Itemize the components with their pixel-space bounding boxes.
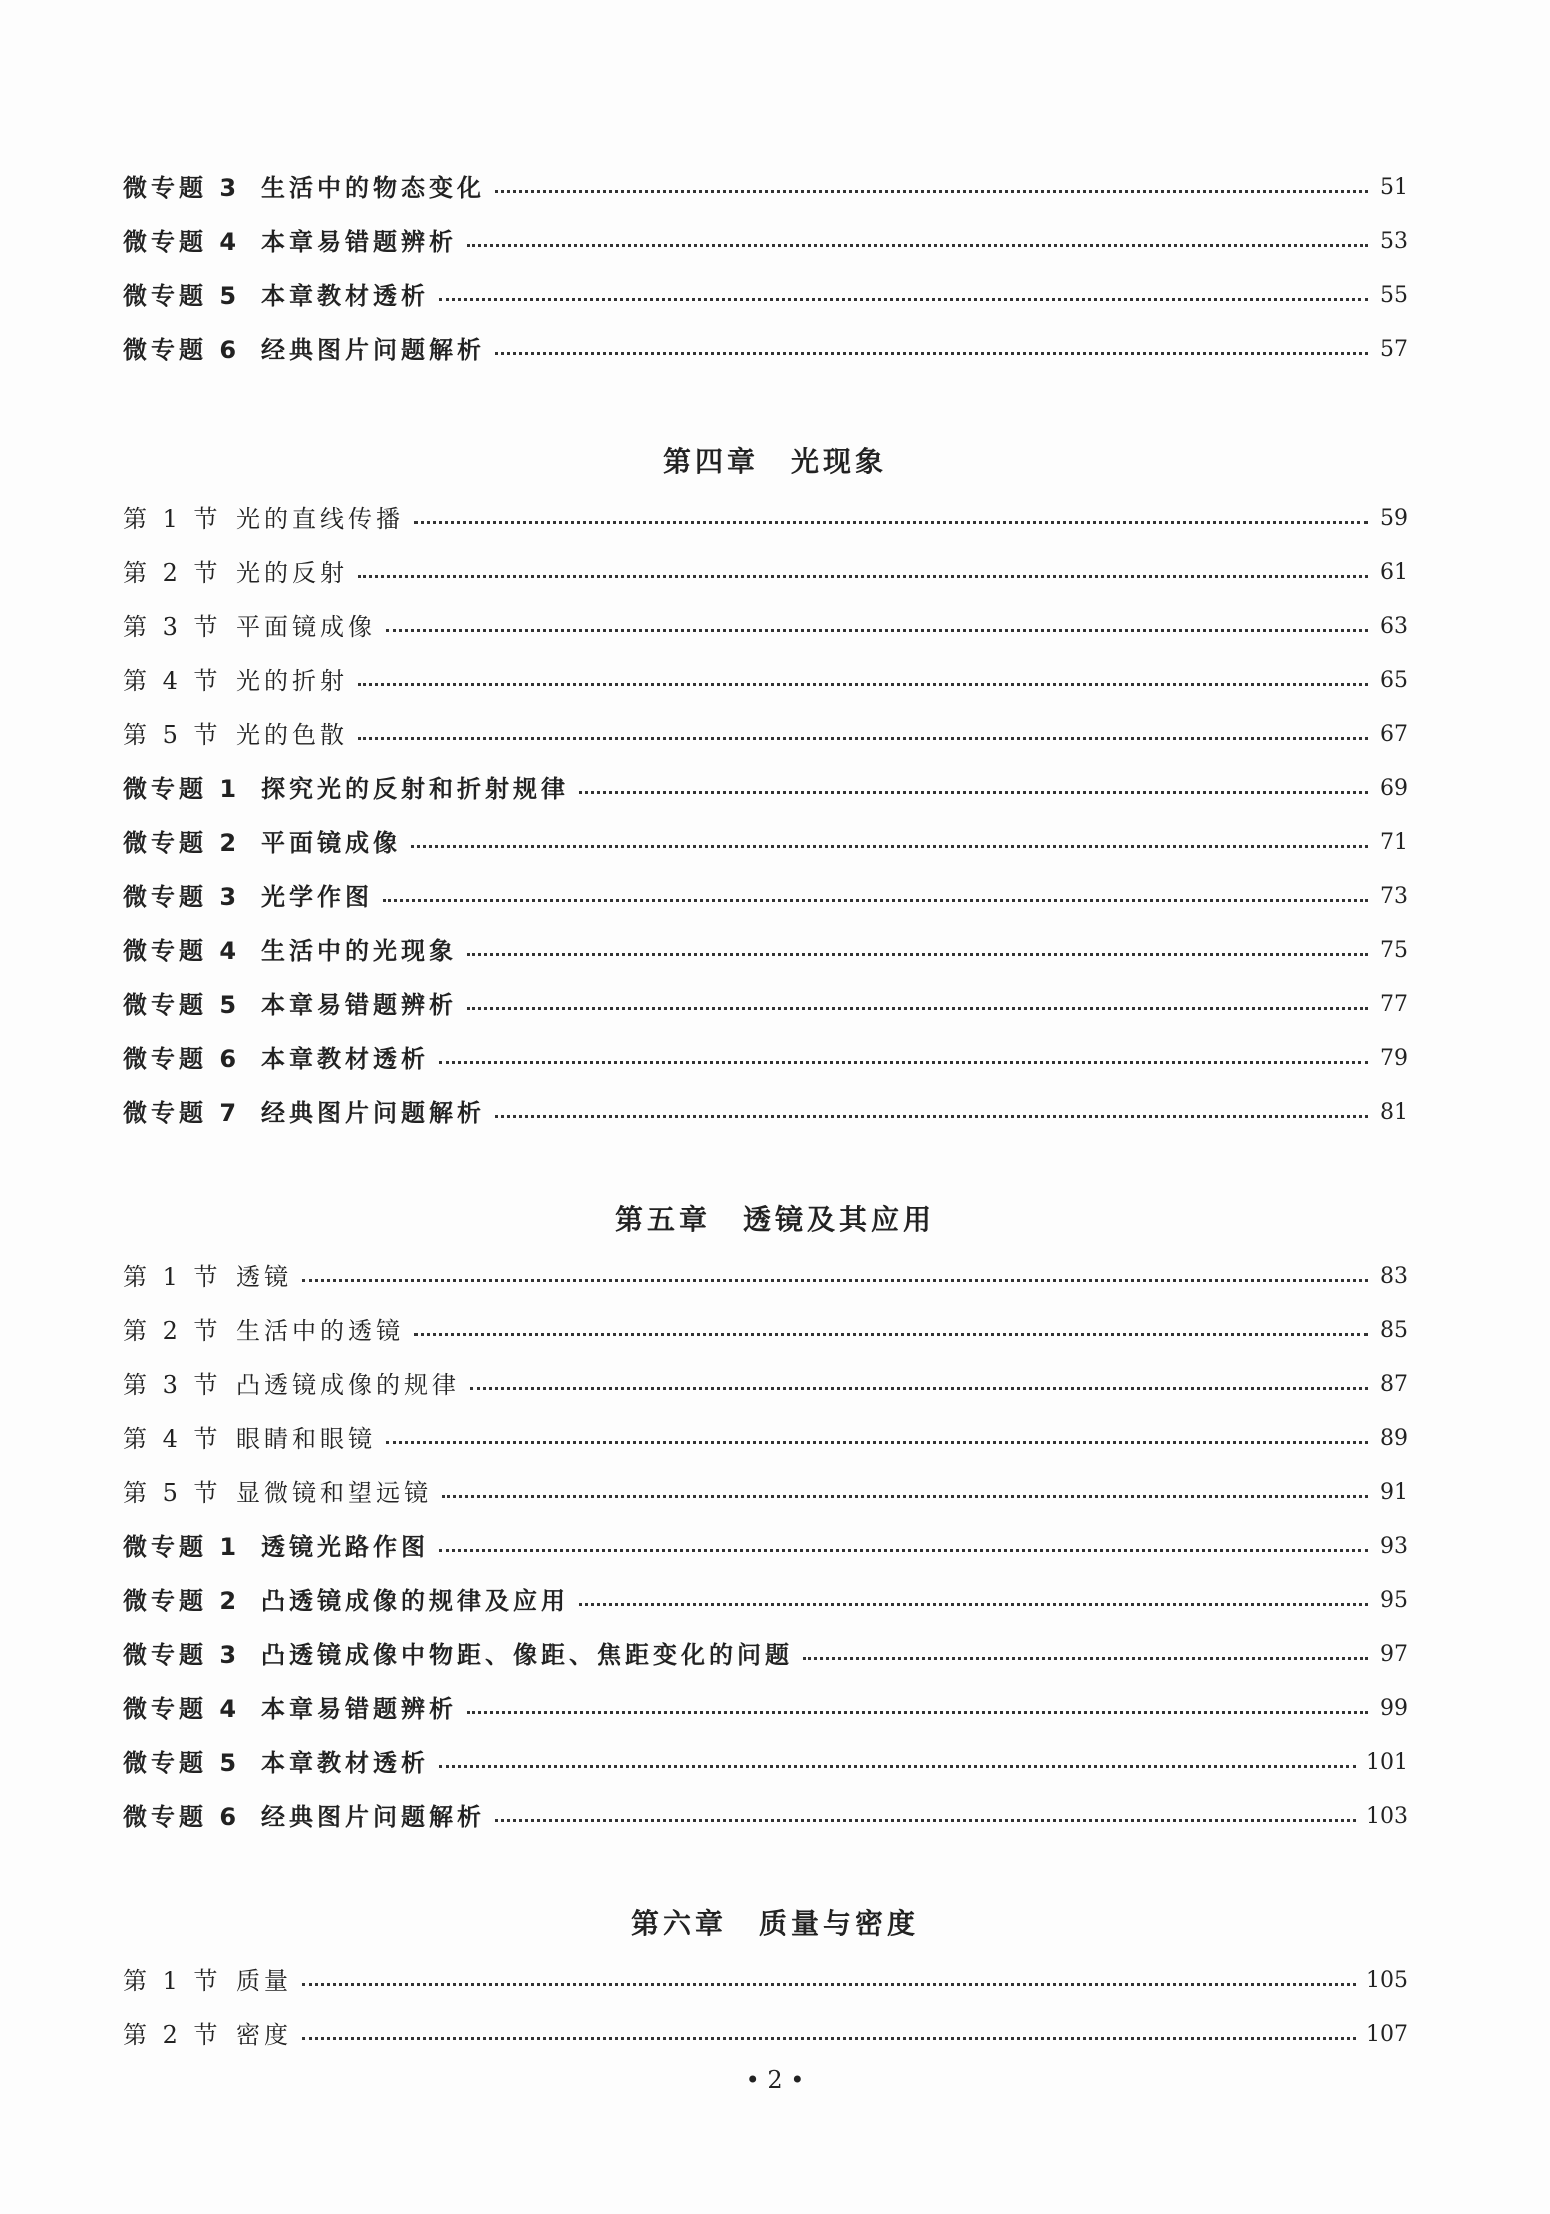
entry-number: 微专题 4 — [123, 937, 241, 965]
entry-page: 73 — [1380, 884, 1408, 909]
toc-entry[interactable] — [123, 1039, 1408, 1079]
toc-entry[interactable] — [123, 1961, 1408, 2001]
toc-entry[interactable] — [123, 1419, 1408, 1459]
dot-leader — [302, 1279, 1368, 1282]
toc-entry[interactable] — [123, 1689, 1408, 1729]
entry-number: 第 4 节 — [123, 667, 222, 695]
chapter-number: 第六章 — [630, 1907, 727, 1940]
entry-number: 微专题 3 — [123, 883, 241, 911]
entry-title: 生活中的光现象 — [261, 937, 457, 965]
entry-number: 第 1 节 — [123, 1263, 222, 1291]
toc-entry[interactable] — [123, 276, 1408, 316]
dot-leader — [579, 1603, 1368, 1606]
entry-page: 105 — [1366, 1968, 1408, 1993]
dot-leader — [495, 190, 1368, 193]
entry-page: 87 — [1380, 1372, 1408, 1397]
toc-entry[interactable] — [123, 985, 1408, 1025]
entry-title: 凸透镜成像的规律及应用 — [261, 1587, 569, 1615]
dot-leader — [386, 629, 1368, 632]
entry-number: 微专题 7 — [123, 1099, 241, 1127]
entry-page: 69 — [1380, 776, 1408, 801]
toc-entry[interactable] — [123, 1473, 1408, 1513]
toc-entry[interactable] — [123, 553, 1408, 593]
toc-entry[interactable] — [123, 222, 1408, 262]
entry-page: 89 — [1380, 1426, 1408, 1451]
dot-leader — [302, 1983, 1356, 1986]
entry-number: 微专题 1 — [123, 775, 241, 803]
entry-page: 55 — [1380, 283, 1408, 308]
entry-page: 71 — [1380, 830, 1408, 855]
chapter-title: 质量与密度 — [759, 1907, 920, 1940]
dot-leader — [467, 1007, 1368, 1010]
entry-title: 生活中的物态变化 — [261, 174, 485, 202]
entry-number: 微专题 6 — [123, 1803, 241, 1831]
entry-page: 75 — [1380, 938, 1408, 963]
entry-page: 91 — [1380, 1480, 1408, 1505]
entry-page: 81 — [1380, 1100, 1408, 1125]
dot-leader — [414, 521, 1368, 524]
entry-title: 透镜 — [236, 1263, 292, 1291]
toc-entry[interactable] — [123, 1365, 1408, 1405]
toc-entry[interactable] — [123, 168, 1408, 208]
entry-page: 103 — [1366, 1804, 1408, 1829]
entry-title: 光的反射 — [236, 559, 348, 587]
chapter-title: 透镜及其应用 — [743, 1203, 936, 1236]
entry-number: 第 2 节 — [123, 1317, 222, 1345]
toc-entry[interactable] — [123, 1527, 1408, 1567]
entry-number: 微专题 4 — [123, 1695, 241, 1723]
toc-entry[interactable] — [123, 607, 1408, 647]
entry-page: 63 — [1380, 614, 1408, 639]
entry-title: 本章教材透析 — [261, 1045, 429, 1073]
entry-number: 微专题 2 — [123, 829, 241, 857]
dot-leader — [803, 1657, 1368, 1660]
toc-entry[interactable] — [123, 1635, 1408, 1675]
dot-leader — [358, 737, 1368, 740]
entry-page: 67 — [1380, 722, 1408, 747]
entry-number: 第 3 节 — [123, 1371, 222, 1399]
entry-title: 本章教材透析 — [261, 1749, 429, 1777]
entry-page: 79 — [1380, 1046, 1408, 1071]
entry-number: 微专题 1 — [123, 1533, 241, 1561]
dot-leader — [467, 1711, 1368, 1714]
entry-title: 光学作图 — [261, 883, 373, 911]
dot-leader — [414, 1333, 1368, 1336]
entry-title: 显微镜和望远镜 — [236, 1479, 432, 1507]
entry-title: 本章易错题辨析 — [261, 228, 457, 256]
entry-number: 微专题 6 — [123, 336, 241, 364]
chapter-number: 第五章 — [614, 1203, 711, 1236]
entry-page: 77 — [1380, 992, 1408, 1017]
entry-number: 微专题 4 — [123, 228, 241, 256]
chapter-heading — [0, 1198, 1550, 1242]
dot-leader — [386, 1441, 1368, 1444]
toc-entry[interactable] — [123, 499, 1408, 539]
entry-number: 微专题 6 — [123, 1045, 241, 1073]
entry-number: 第 5 节 — [123, 1479, 222, 1507]
dot-leader — [439, 1765, 1356, 1768]
entry-title: 光的色散 — [236, 721, 348, 749]
entry-title: 透镜光路作图 — [261, 1533, 429, 1561]
entry-title: 经典图片问题解析 — [261, 1803, 485, 1831]
toc-entry[interactable] — [123, 1093, 1408, 1133]
dot-leader — [579, 791, 1368, 794]
entry-number: 微专题 2 — [123, 1587, 241, 1615]
toc-entry[interactable] — [123, 330, 1408, 370]
entry-page: 97 — [1380, 1642, 1408, 1667]
entry-number: 微专题 5 — [123, 282, 241, 310]
chapter-title: 光现象 — [791, 445, 888, 478]
toc-entry[interactable] — [123, 1797, 1408, 1837]
toc-entry[interactable] — [123, 2015, 1408, 2055]
entry-title: 本章教材透析 — [261, 282, 429, 310]
entry-number: 第 5 节 — [123, 721, 222, 749]
entry-title: 生活中的透镜 — [236, 1317, 404, 1345]
entry-number: 第 2 节 — [123, 2021, 222, 2049]
dot-leader — [439, 1061, 1368, 1064]
dot-leader — [495, 352, 1368, 355]
chapter-heading — [0, 1902, 1550, 1946]
entry-title: 密度 — [236, 2021, 292, 2049]
entry-number: 微专题 5 — [123, 991, 241, 1019]
dot-leader — [439, 1549, 1368, 1552]
toc-entry[interactable] — [123, 715, 1408, 755]
dot-leader — [439, 298, 1368, 301]
dot-leader — [467, 953, 1368, 956]
entry-title: 光的直线传播 — [236, 505, 404, 533]
dot-leader — [358, 683, 1368, 686]
entry-page: 57 — [1380, 337, 1408, 362]
entry-number: 微专题 5 — [123, 1749, 241, 1777]
entry-page: 83 — [1380, 1264, 1408, 1289]
entry-title: 经典图片问题解析 — [261, 336, 485, 364]
entry-number: 第 3 节 — [123, 613, 222, 641]
entry-title: 凸透镜成像的规律 — [236, 1371, 460, 1399]
entry-title: 光的折射 — [236, 667, 348, 695]
toc-entry[interactable] — [123, 931, 1408, 971]
entry-number: 第 1 节 — [123, 505, 222, 533]
entry-page: 93 — [1380, 1534, 1408, 1559]
entry-title: 本章易错题辨析 — [261, 991, 457, 1019]
page-number: • 2 • — [745, 2066, 805, 2094]
dot-leader — [302, 2037, 1356, 2040]
toc-entry[interactable] — [123, 661, 1408, 701]
dot-leader — [467, 244, 1368, 247]
entry-page: 59 — [1380, 506, 1408, 531]
entry-page: 53 — [1380, 229, 1408, 254]
toc-entry[interactable] — [123, 1581, 1408, 1621]
chapter-number: 第四章 — [662, 445, 759, 478]
entry-title: 经典图片问题解析 — [261, 1099, 485, 1127]
dot-leader — [495, 1819, 1356, 1822]
entry-title: 探究光的反射和折射规律 — [261, 775, 569, 803]
entry-title: 眼睛和眼镜 — [236, 1425, 376, 1453]
dot-leader — [358, 575, 1368, 578]
entry-number: 微专题 3 — [123, 174, 241, 202]
toc-entry[interactable] — [123, 1311, 1408, 1351]
dot-leader — [470, 1387, 1368, 1390]
entry-page: 65 — [1380, 668, 1408, 693]
dot-leader — [495, 1115, 1368, 1118]
entry-number: 第 1 节 — [123, 1967, 222, 1995]
entry-title: 平面镜成像 — [236, 613, 376, 641]
entry-title: 平面镜成像 — [261, 829, 401, 857]
entry-page: 51 — [1380, 175, 1408, 200]
entry-title: 本章易错题辨析 — [261, 1695, 457, 1723]
chapter-heading — [0, 440, 1550, 484]
entry-page: 107 — [1366, 2022, 1408, 2047]
entry-page: 99 — [1380, 1696, 1408, 1721]
toc-entry[interactable] — [123, 823, 1408, 863]
entry-page: 85 — [1380, 1318, 1408, 1343]
entry-title: 凸透镜成像中物距、像距、焦距变化的问题 — [261, 1641, 793, 1669]
toc-entry[interactable] — [123, 877, 1408, 917]
toc-entry[interactable] — [123, 1257, 1408, 1297]
dot-leader — [442, 1495, 1368, 1498]
entry-number: 第 2 节 — [123, 559, 222, 587]
entry-title: 质量 — [236, 1967, 292, 1995]
toc-entry[interactable] — [123, 769, 1408, 809]
entry-page: 101 — [1366, 1750, 1408, 1775]
dot-leader — [383, 899, 1368, 902]
entry-number: 微专题 3 — [123, 1641, 241, 1669]
entry-number: 第 4 节 — [123, 1425, 222, 1453]
entry-page: 61 — [1380, 560, 1408, 585]
entry-page: 95 — [1380, 1588, 1408, 1613]
toc-entry[interactable] — [123, 1743, 1408, 1783]
dot-leader — [411, 845, 1368, 848]
